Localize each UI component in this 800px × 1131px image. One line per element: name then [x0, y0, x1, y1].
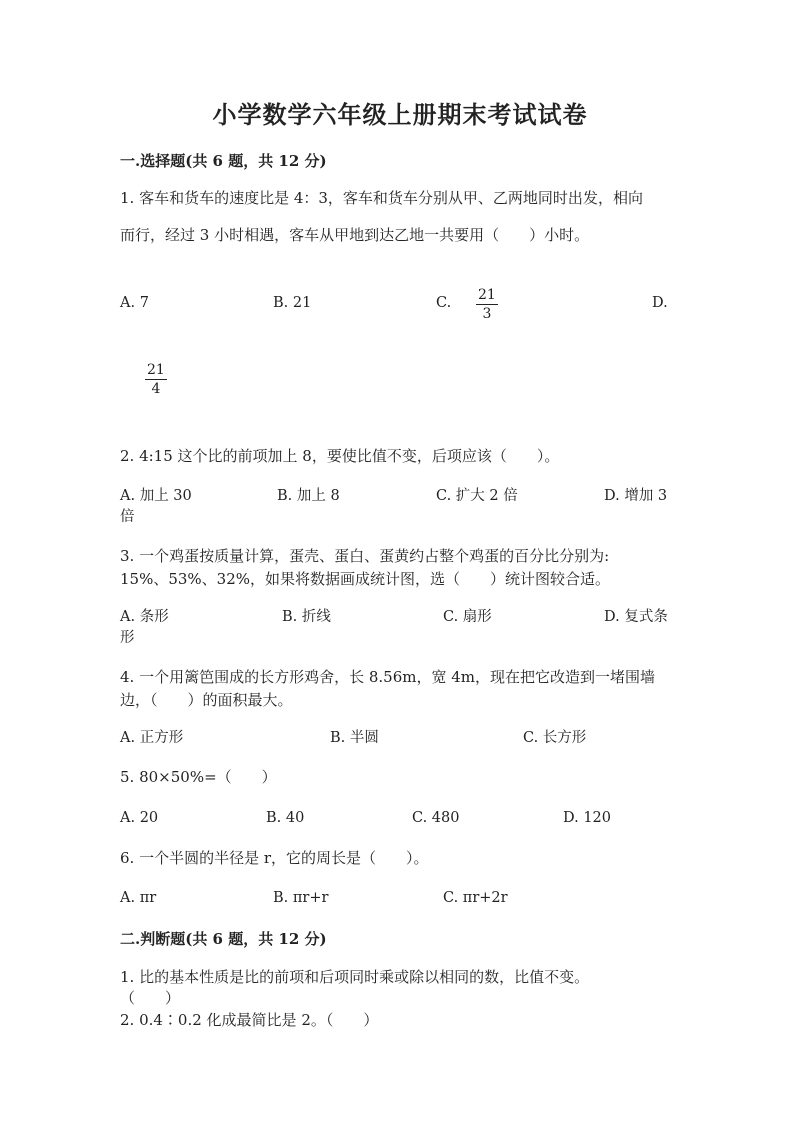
question-5-option-a: A. 20 [120, 810, 159, 826]
fraction-numerator: 21 [478, 287, 496, 303]
judgement-1-line-1: 1. 比的基本性质是比的前项和后项同时乘或除以相同的数，比值不变。 [120, 968, 590, 986]
question-3-line-1: 3. 一个鸡蛋按质量计算，蛋壳、蛋白、蛋黄约占整个鸡蛋的百分比分别为: [120, 547, 610, 565]
question-5-option-d: D. 120 [563, 810, 612, 826]
question-5-line-1: 5. 80×50%=（ ） [120, 768, 277, 786]
question-5-option-c: C. 480 [412, 810, 460, 826]
question-6-option-c: C. πr+2r [443, 890, 508, 906]
question-1-line-2: 而行，经过 3 小时相遇，客车从甲地到达乙地一共要用（ ）小时。 [120, 226, 590, 244]
judgement-1-line-2: （ ） [120, 989, 181, 1007]
judgement-2-line-1: 2. 0.4∶0.2 化成最简比是 2。（ ） [120, 1011, 379, 1029]
question-2-option-c: C. 扩大 2 倍 [436, 488, 518, 504]
fraction-numerator: 21 [147, 362, 165, 378]
question-3-option-c: C. 扇形 [443, 609, 492, 625]
question-4-option-a: A. 正方形 [120, 730, 184, 746]
question-3-line-2: 15%、53%、32%，如果将数据画成统计图，选（ ）统计图较合适。 [120, 570, 611, 588]
question-1-option-b: B. 21 [273, 295, 312, 311]
question-4-option-c: C. 长方形 [523, 730, 587, 746]
question-4-option-b: B. 半圆 [330, 730, 379, 746]
question-1-line-1: 1. 客车和货车的速度比是 4：3，客车和货车分别从甲、乙两地同时出发，相向 [120, 189, 643, 207]
exam-title: 小学数学六年级上册期末考试试卷 [212, 100, 588, 129]
question-4-line-1: 4. 一个用篱笆围成的长方形鸡舍，长 8.56m，宽 4m，现在把它改造到一堵围墙 [120, 668, 656, 686]
fraction-denominator: 3 [482, 306, 492, 322]
question-3-option-d: D. 复式条 [604, 609, 668, 625]
question-3-option-d-continued: 形 [120, 630, 135, 646]
question-1-option-a: A. 7 [120, 295, 149, 311]
question-2-option-b: B. 加上 8 [277, 488, 340, 504]
question-1-option-c-fraction [476, 287, 498, 322]
question-2-option-d: D. 增加 3 [604, 488, 668, 504]
section-heading-true-false: 二.判断题(共 6 题，共 12 分) [120, 930, 327, 948]
question-3-option-a: A. 条形 [120, 609, 169, 625]
question-1-option-d-label: D. [652, 295, 668, 311]
question-6-option-a: A. πr [120, 890, 157, 906]
section-heading-multiple-choice: 一.选择题(共 6 题，共 12 分) [120, 152, 327, 170]
question-6-option-b: B. πr+r [273, 890, 329, 906]
question-4-line-2: 边，（ ）的面积最大。 [120, 691, 293, 709]
question-5-option-b: B. 40 [266, 810, 305, 826]
question-3-option-b: B. 折线 [282, 609, 331, 625]
question-2-option-d-continued: 倍 [120, 509, 135, 525]
question-1-option-c-label: C. [436, 295, 452, 311]
question-1-option-d-fraction [145, 362, 167, 397]
question-2-option-a: A. 加上 30 [120, 488, 192, 504]
fraction-denominator: 4 [151, 381, 161, 397]
question-6-line-1: 6. 一个半圆的半径是 r，它的周长是（ ）。 [120, 849, 429, 867]
question-2-line-1: 2. 4:15 这个比的前项加上 8，要使比值不变，后项应该（ ）。 [120, 447, 560, 465]
